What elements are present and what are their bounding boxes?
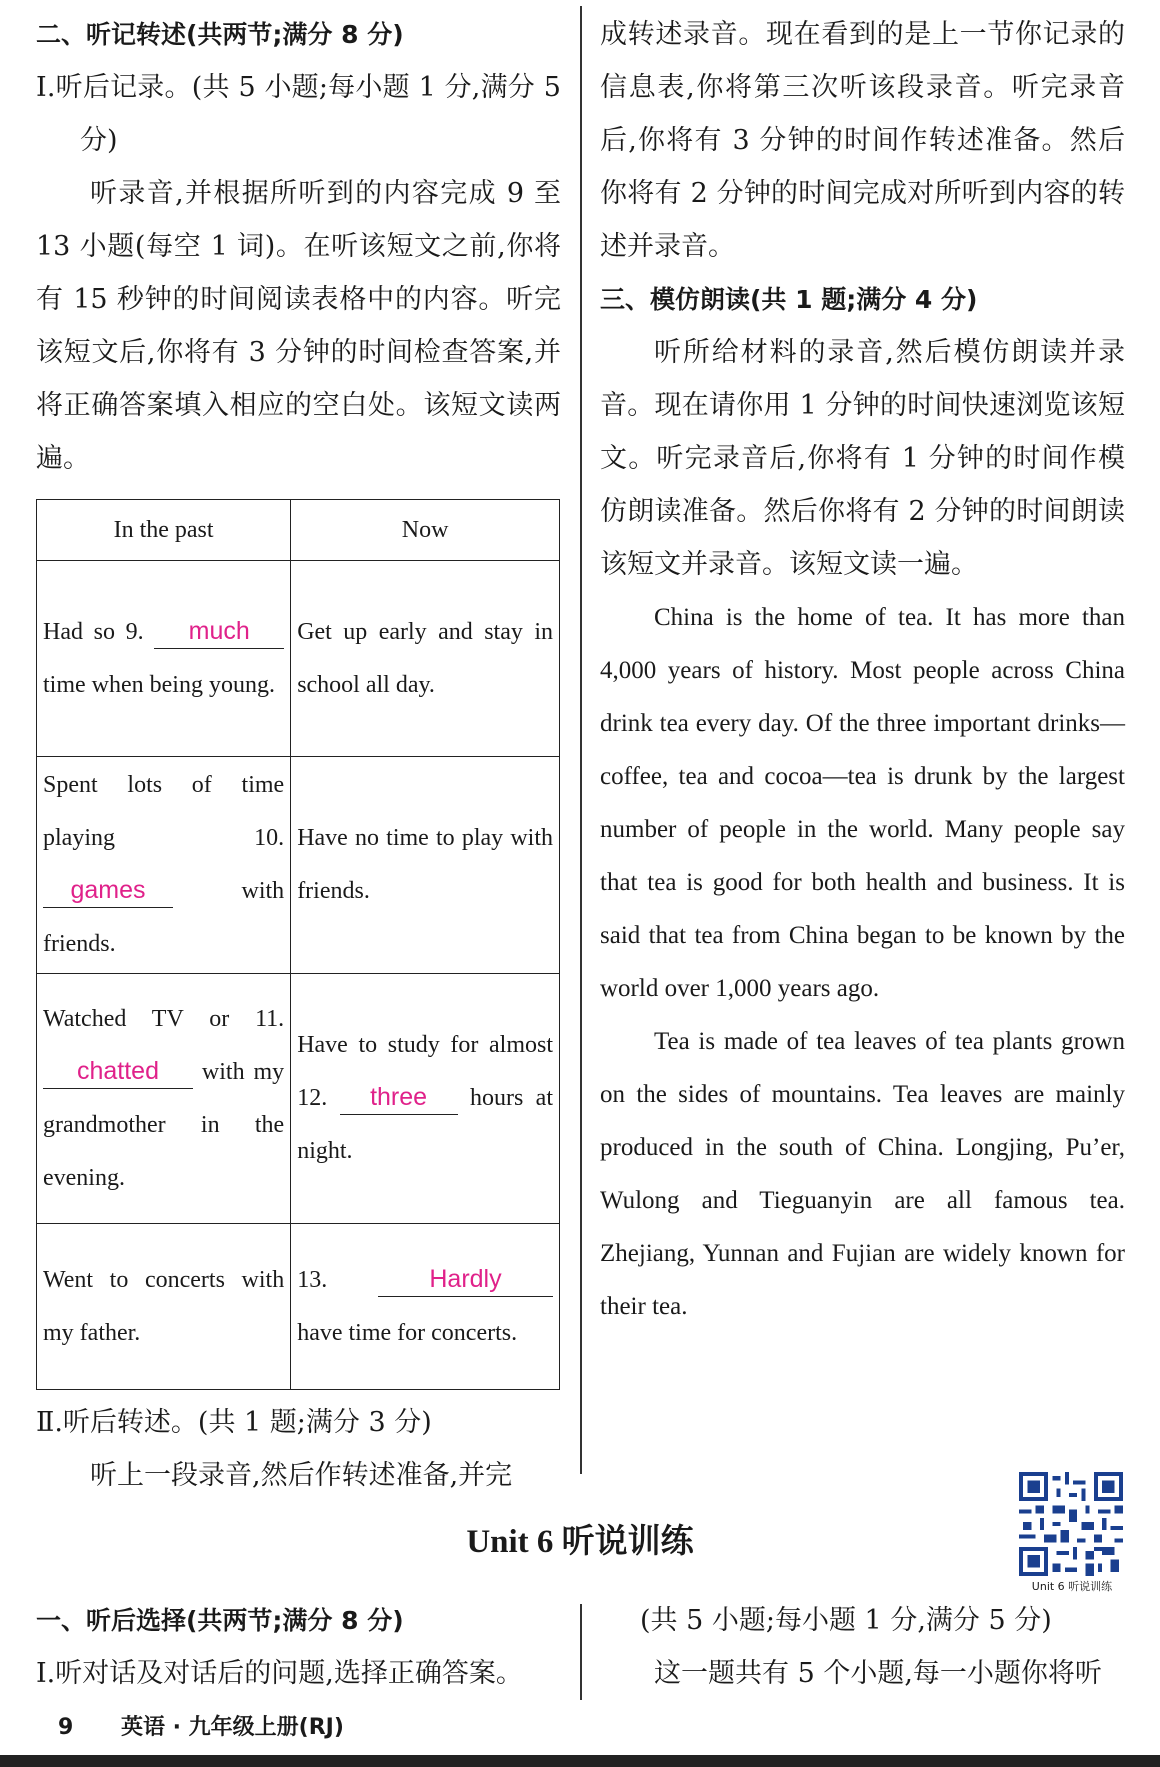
bottom-bar: [0, 1755, 1160, 1767]
section3-heading: 三、模仿朗读(共 1 题;满分 4 分): [600, 285, 978, 314]
answer-13: Hardly: [378, 1262, 553, 1297]
cell-now: [291, 561, 560, 757]
cell-text: Have no time to play with friends.: [297, 825, 553, 904]
section1-heading: 一、听后选择(共两节;满分 8 分): [36, 1606, 404, 1635]
part2-text-cont: 成转述录音。现在看到的是上一节你记录的信息表,你将第三次听该段录音。听完录音后,你将有 3 分钟的时间作转述准备。然后你将有 2 分钟的时间完成对所听到内容的转述并录音。: [600, 19, 1125, 262]
cell-text: Get up early and stay in school all day.: [297, 618, 553, 698]
page-number: 9: [58, 1715, 74, 1740]
part1-title: Ⅰ.听后记录。(共 5 小题;每小题 1 分,满分 5 分): [36, 72, 561, 156]
cell-past: [37, 561, 291, 757]
qr-caption: Unit 6 听说训练: [1031, 1580, 1113, 1593]
section1-part1-desc: 这一题共有 5 个小题,每一小题你将听: [654, 1658, 1102, 1689]
part1-instructions: 听录音,并根据所听到的内容完成 9 至 13 小题(每空 1 词)。在听该短文之前,你将有 15 秒钟的时间阅读表格中的内容。听完该短文后,你将有 3 分钟的时间检查答案,并将正确答案填入相应的空白处。该短文读两遍。: [36, 178, 561, 474]
cell-text: Had so 9.: [43, 618, 144, 645]
right-column: [600, 8, 1125, 1333]
lower-right-column: [600, 1594, 1125, 1700]
cell-text: 13.: [297, 1266, 328, 1293]
header-now: Now: [291, 500, 560, 561]
cell-past: [37, 757, 291, 974]
section3-instructions: 听所给材料的录音,然后模仿朗读并录音。现在请你用 1 分钟的时间快速浏览该短文。听完录音后,你将有 1 分钟的时间作模仿朗读准备。然后你将有 2 分钟的时间朗读该短文并录音。该短文读一遍。: [600, 337, 1125, 580]
page-footer: [58, 1710, 344, 1741]
cell-text: time when being young.: [43, 671, 275, 698]
part2-title: Ⅱ.听后转述。(共 1 题;满分 3 分): [36, 1407, 432, 1438]
table-row: [37, 974, 560, 1224]
cell-text: have time for concerts.: [297, 1319, 518, 1346]
passage-paragraph-1: China is the home of tea. It has more than 4,000 years of history. Most people across China drink tea every day. Of the three important drinks—coffee, tea and cocoa—tea is drunk by the largest number of people in the world. Many people say that tea is good for both health and business. It is said that tea from China began to be known by the world over 1,000 years ago.: [600, 604, 1125, 1002]
unit-title-en: Unit 6: [466, 1524, 554, 1560]
answer-9: much: [154, 614, 284, 649]
cell-now: [291, 757, 560, 974]
header-past: In the past: [37, 500, 291, 561]
answer-10: games: [43, 873, 173, 908]
unit-title: [0, 1515, 1160, 1562]
section1-part1-score: (共 5 小题;每小题 1 分,满分 5 分): [640, 1605, 1052, 1636]
cell-past: [37, 974, 291, 1224]
book-title: 英语 · 九年级上册(RJ): [120, 1715, 344, 1740]
cell-text: hours at night.: [297, 1085, 554, 1164]
column-divider: [580, 6, 582, 1474]
answer-12: three: [340, 1080, 458, 1115]
table-row: [37, 561, 560, 757]
unit-title-cn: 听说训练: [561, 1521, 694, 1560]
cell-text: Have to study for almost 12.: [297, 1032, 553, 1111]
table-row: [37, 1224, 560, 1390]
answer-11: chatted: [43, 1054, 193, 1089]
cell-text: with my grandmother in the evening.: [43, 1058, 285, 1191]
section1-part1: Ⅰ.听对话及对话后的问题,选择正确答案。: [36, 1658, 523, 1689]
cell-text: Went to concerts with my father.: [43, 1266, 285, 1346]
column-divider: [580, 1604, 582, 1700]
qr-code-icon[interactable]: [1019, 1472, 1123, 1576]
passage-paragraph-2: Tea is made of tea leaves of tea plants grown on the sides of mountains. Tea leaves are mainly produced in the south of China. Longjing, Pu’er, Wulong and Tieguanyin are all famous tea. Zhejiang, Yunnan and Fujian are widely known for their tea.: [600, 1028, 1125, 1320]
record-table: [36, 499, 560, 1390]
cell-past: [37, 1224, 291, 1390]
cell-now: [291, 974, 560, 1224]
section2-heading: 二、听记转述(共两节;满分 8 分): [36, 20, 404, 49]
part2-text-start: 听上一段录音,然后作转述准备,并完: [90, 1460, 513, 1491]
cell-text: with friends.: [43, 878, 285, 957]
cell-text: Watched TV or 11.: [43, 1005, 285, 1032]
left-column: [36, 8, 561, 1502]
table-row: [37, 757, 560, 974]
lower-left-column: [36, 1594, 561, 1700]
cell-now: [291, 1224, 560, 1390]
cell-text: Spent lots of time playing 10.: [43, 772, 285, 851]
